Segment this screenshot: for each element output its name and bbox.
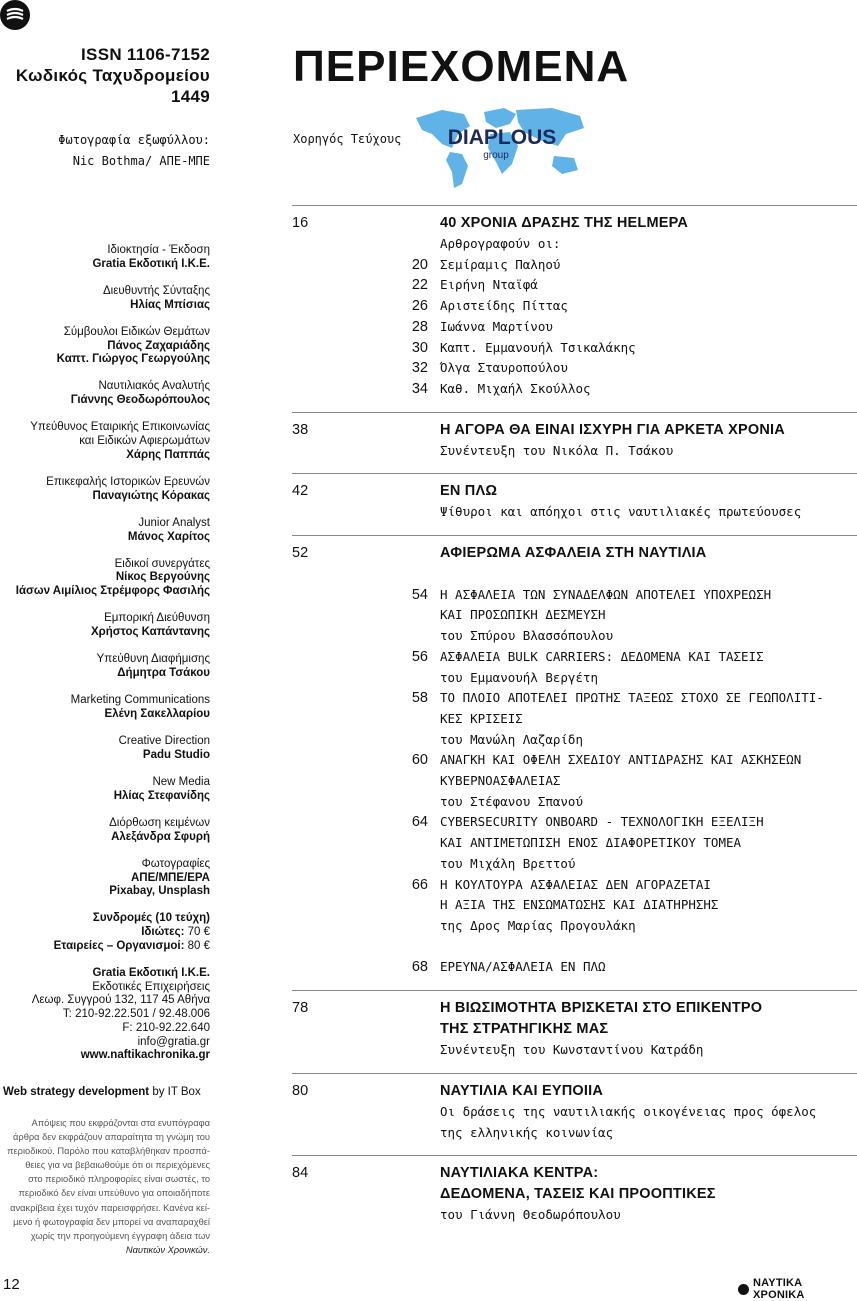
toc-entry-text: Καθ. Μιχαήλ Σκούλλος [440,380,591,396]
toc-section-body [440,998,857,1061]
toc-entry-page: 64 [411,814,428,831]
toc-entry [411,255,857,276]
masthead-role: Φωτογραφίες [141,857,210,870]
masthead-role: Υπεύθυνος Εταιρικής Επικοινωνίας [30,421,210,434]
toc-entry-text: Ιωάννα Μαρτίνου [440,318,553,334]
toc-section-body [440,1163,857,1226]
toc-section [292,473,857,535]
masthead-group [0,476,210,503]
masthead-group [0,776,210,803]
toc-entry [411,957,857,978]
toc-entry [411,647,857,668]
toc-entry [440,771,857,792]
toc-section [292,990,857,1073]
publisher-name: Gratia Εκδοτική Ι.Κ.Ε. [92,967,210,980]
toc-entry [440,1040,857,1061]
masthead-name: Gratia Εκδοτική Ι.Κ.Ε. [92,257,210,270]
brand-name: ΝΑΥΤΙΚΑ ΧΡΟΝΙΚΑ [753,1277,805,1301]
toc-entry [411,317,857,338]
toc-entry-text: Καπτ. Εμμανουήλ Τσικαλάκης [440,339,636,355]
masthead-group [0,694,210,721]
toc-entry [440,441,857,462]
issn-line: ISSN 1106-7152 [81,45,210,64]
business-price: 80 € [187,939,210,952]
cover-photo-label: Φωτογραφία εξωφύλλου: [58,133,210,147]
toc-entry-page: 20 [411,256,428,273]
toc-entry [440,792,857,813]
masthead-name: Καπτ. Γιώργος Γεωργούλης [56,353,210,366]
toc-entry-text: ΤΟ ΠΛΟΙΟ ΑΠΟΤΕΛΕΙ ΠΡΩΤΗΣ ΤΑΞΕΩΣ ΣΤΟΧΟ ΣΕ ΓΕΩΠΟΛΙΤΙ- [440,690,824,706]
sponsor-logo-subtext: group [483,150,509,161]
masthead-role: Διόρθωση κειμένων [109,816,210,829]
toc-entry-text: ΑΝΑΓΚΗ ΚΑΙ ΟΦΕΛΗ ΣΧΕΔΙΟΥ ΑΝΤΙΔΡΑΣΗΣ ΚΑΙ ΑΣΚΗΣΕΩΝ [440,752,802,768]
masthead-role: Marketing Communications [70,694,210,707]
brand-footer [738,1277,857,1301]
masthead-role: Ιδιοκτησία - Έκδοση [107,244,210,256]
toc-entry [440,937,857,958]
masthead-group [0,653,210,680]
disclaimer-line: άρθρα δεν εκφράζουν απαραίτητα τη γνώμη του [13,1132,210,1143]
toc-entry-text: του Εμμανουήλ Βεργέτη [440,669,599,685]
masthead-name: ΑΠΕ/ΜΠΕ/ΕΡΑ [130,871,210,884]
toc-entry-text: της Δρος Μαρίας Προγουλάκη [440,917,636,933]
toc-section-body [440,1081,857,1143]
toc-entry [411,296,857,317]
toc-section-page: 52 [292,545,309,562]
masthead-role: Εμπορική Διεύθυνση [104,612,210,625]
toc-entry [411,688,857,709]
sponsor-logo [412,104,592,190]
toc-entry-text: ΑΣΦΑΛΕΙΑ BULK CARRIERS: ΔΕΔΟΜΕΝΑ ΚΑΙ ΤΑΣΕΙΣ [440,648,764,664]
toc-entry [440,709,857,730]
world-map-icon [412,104,592,190]
toc-entry [440,1102,857,1123]
masthead-group [0,858,210,899]
masthead-role: Junior Analyst [138,516,210,529]
masthead-name: Ιάσων Αιμίλιος Στρέμφορς Φασιλής [15,585,210,598]
masthead-name: Αλεξάνδρα Σφυρή [111,830,210,843]
toc-entry-text: Όλγα Σταυροπούλου [440,360,568,376]
toc-entry [440,854,857,875]
cover-photo-credit [58,130,210,172]
toc-entry-page: 28 [411,318,428,335]
disclaimer-line: χωρίς την προηγούμενη έγγραφη άδεια των [30,1230,210,1241]
masthead-role: Σύμβουλοι Ειδικών Θεμάτων [63,325,210,338]
toc-entry-text: Συνέντευξη του Κωνσταντίνου Κατράδη [440,1042,704,1058]
disclaimer-line: Απόψεις που εκφράζονται στα ενυπόγραφα [31,1118,210,1128]
masthead-role: Επικεφαλής Ιστορικών Ερευνών [46,475,210,488]
publisher-info [0,967,210,1063]
toc-entry [411,875,857,896]
masthead-name: Πάνος Ζαχαριάδης [107,339,210,352]
masthead-role: Διευθυντής Σύνταξης [102,284,210,297]
subscriptions-title: Συνδρομές (10 τεύχη) [92,912,210,925]
web-strategy-label: Web strategy development [3,1086,150,1098]
toc-entry-text: Η ΑΞΙΑ ΤΗΣ ΕΝΣΩΜΑΤΩΣΗΣ ΚΑΙ ΔΙΑΤΗΡΗΣΗΣ [440,897,719,913]
toc-entry-page: 26 [411,298,428,315]
toc-entry [411,275,857,296]
brand-logo-icon [738,1284,749,1295]
toc-entry [440,564,857,585]
publication-logo-icon [0,0,30,30]
private-label: Ιδιώτες: [141,926,185,939]
masthead-role: Ειδικοί συνεργάτες [114,557,210,570]
toc-entry-text: του Γιάννη Θεοδωρόπουλου [440,1207,621,1223]
web-strategy-credit [3,1086,201,1098]
toc-entry [411,338,857,359]
business-label: Εταιρείες – Οργανισμοί: [53,939,185,952]
toc-section-page: 42 [292,483,309,500]
toc-entry [440,1123,857,1144]
business-price-row [0,940,210,954]
disclaimer-line: περιοδικό δεν είναι υπεύθυνο για οποιαδήποτε [18,1188,210,1199]
toc-entry-text: του Σπύρου Βλασσόπουλου [440,628,614,644]
publisher-line: Εκδοτικές Επιχειρήσεις [92,980,210,993]
toc-section-body [440,420,857,462]
toc-section-page: 16 [292,215,309,231]
masthead-group [0,326,210,367]
masthead-name: Δήμητρα Τσάκου [117,666,210,679]
publisher-line: info@gratia.gr [137,1035,210,1048]
masthead-name: Νίκος Βεργούνης [115,571,210,584]
toc-entry [440,502,857,523]
toc-entry-text: ΕΡΕΥΝΑ/ΑΣΦΑΛΕΙΑ ΕΝ ΠΛΩ [440,959,606,975]
toc-entry-text: του Στέφανου Σπανού [440,793,583,809]
toc-section [292,205,857,412]
postal-code-label: Κωδικός Ταχυδρομείου [15,66,210,85]
masthead-group [0,380,210,407]
masthead-group [0,735,210,762]
publisher-line: F: 210-92.22.640 [122,1021,210,1034]
toc-entry-text: ΚΑΙ ΑΝΤΙΜΕΤΩΠΙΣΗ ΕΝΟΣ ΔΙΑΦΟΡΕΤΙΚΟΥ ΤΟΜΕΑ [440,835,742,851]
issn-block [16,44,210,107]
toc-entry [440,916,857,937]
toc-entry-text: Οι δράσεις της ναυτιλιακής οικογένειας προς όφελος [440,1103,817,1119]
disclaimer-line: θειες για να βεβαιωθούμε ότι οι περιεχόμενες [25,1160,210,1171]
masthead-group [0,285,210,312]
toc-entry [440,730,857,751]
toc-entry-text: της ελληνικής κοινωνίας [440,1124,614,1140]
subscriptions [0,912,210,953]
masthead-name: Χάρης Παππάς [126,448,210,461]
toc-section-title[interactable]: ΔΕΔΟΜΕΝΑ, ΤΑΣΕΙΣ ΚΑΙ ΠΡΟΟΠΤΙΚΕΣ [440,1186,716,1203]
toc-section-title[interactable]: ΕΝ ΠΛΩ [440,483,498,500]
toc-entry-text: Σεμίραμις Παληού [440,256,561,272]
toc-entry-text: Ειρήνη Νταϊφά [440,277,538,293]
toc-section-title[interactable]: ΝΑΥΤΙΛΙΑ ΚΑΙ ΕΥΠΟΙΙΑ [440,1082,604,1099]
toc-entry [440,234,857,255]
masthead-name: Ηλίας Μπίσιας [130,298,210,311]
toc-entry [411,585,857,606]
toc-entry-text: Η ΑΣΦΑΛΕΙΑ ΤΩΝ ΣΥΝΑΔΕΛΦΩΝ ΑΠΟΤΕΛΕΙ ΥΠΟΧΡΕΩΣΗ [440,586,772,602]
masthead-group [0,517,210,544]
toc-entry [440,1205,857,1226]
masthead-name: Παναγιώτης Κόρακας [92,489,210,502]
toc-entry-page: 60 [411,752,428,769]
toc-entry [411,358,857,379]
sponsor-label: Χορηγός Τεύχους [293,132,402,146]
toc-entry-text: CYBERSECURITY ONBOARD - ΤΕΧΝΟΛΟΓΙΚΗ ΕΞΕΛΙΞΗ [440,814,764,830]
masthead-role: Creative Direction [118,735,210,748]
page-number: 12 [3,1276,20,1293]
masthead-name: Ηλίας Στεφανίδης [113,789,210,802]
toc-entry [411,812,857,833]
disclaimer-line: στο περιοδικό πληροφορίες είναι σωστές, το [28,1174,210,1185]
postal-code-value: 1449 [170,87,210,106]
toc-entry-page: 34 [411,380,428,397]
toc-entry [411,379,857,400]
toc-entry [440,626,857,647]
masthead-group [0,817,210,844]
toc-entry-page: 32 [411,360,428,377]
toc-entry-page: 56 [411,648,428,665]
toc-entry-page: 66 [411,876,428,893]
disclaimer [0,1116,210,1257]
toc-section-page: 38 [292,421,309,438]
toc-entry-text: ΚΥΒΕΡΝΟΑΣΦΑΛΕΙΑΣ [440,773,561,789]
toc-entry [440,895,857,916]
toc-entry [440,668,857,689]
toc-entry-page: 30 [411,339,428,356]
toc-section-title[interactable]: ΑΦΙΕΡΩΜΑ ΑΣΦΑΛΕΙΑ ΣΤΗ ΝΑΥΤΙΛΙΑ [440,545,707,562]
toc-entry [411,750,857,771]
toc-section-title[interactable]: ΝΑΥΤΙΛΙΑΚΑ ΚΕΝΤΡΑ: [440,1165,599,1182]
toc-section-title[interactable]: Η ΑΓΟΡΑ ΘΑ ΕΙΝΑΙ ΙΣΧΥΡΗ ΓΙΑ ΑΡΚΕΤΑ ΧΡΟΝΙΑ [440,421,785,438]
toc-entry-text: Αρθρογραφούν οι: [440,236,561,251]
masthead-group [0,244,210,271]
toc-section-body [440,481,857,523]
disclaimer-line: ανακρίβεια έχει τυχόν παρεισφρήσει. Κανένα κεί- [10,1202,210,1213]
disclaimer-publication-name: Ναυτικών Χρονικών. [125,1244,210,1255]
toc-entry-page: 54 [411,586,428,603]
toc-section-body [411,543,857,978]
masthead-name: Γιάννης Θεοδωρόπουλος [70,394,210,407]
toc-section-page: 80 [292,1082,309,1099]
toc-entry-page: 58 [411,690,428,707]
toc-entry [440,833,857,854]
toc-entry-page: 68 [411,959,428,976]
private-price: 70 € [187,926,210,939]
toc-entry-text: Αριστείδης Πίττας [440,298,568,314]
toc-entry-page: 22 [411,277,428,294]
sponsor-logo-text: DIAPLOUS [447,126,557,149]
masthead-group [0,421,210,462]
table-of-contents [292,205,857,1238]
publisher-line: Τ: 210-92.22.501 / 92.48.006 [62,1008,210,1021]
masthead-role: και Ειδικών Αφιερωμάτων [79,435,210,448]
disclaimer-line: περιοδικού. Παρόλο που καταβλήθηκαν προσπά- [7,1146,210,1157]
toc-entry-text: ΚΕΣ ΚΡΙΣΕΙΣ [440,710,523,726]
toc-section-title[interactable]: 40 ΧΡΟΝΙΑ ΔΡΑΣΗΣ ΤΗΣ HELMEPA [440,215,689,231]
page-title: ΠΕΡΙΕΧΟΜΕΝΑ [293,42,630,91]
publisher-website[interactable]: www.naftikachronika.gr [80,1049,210,1062]
toc-entry-text: Ψίθυροι και απόηχοι στις ναυτιλιακές πρωτεύουσες [440,504,802,520]
masthead-role: New Media [152,775,210,788]
toc-section-title[interactable]: ΤΗΣ ΣΤΡΑΤΗΓΙΚΗΣ ΜΑΣ [440,1021,609,1038]
toc-entry-text: ΚΑΙ ΠΡΟΣΩΠΙΚΗ ΔΕΣΜΕΥΣΗ [440,607,606,623]
toc-section [292,535,857,990]
private-price-row [0,926,210,940]
toc-section [292,1155,857,1238]
toc-entry-text: Η ΚΟΥΛΤΟΥΡΑ ΑΣΦΑΛΕΙΑΣ ΔΕΝ ΑΓΟΡΑΖΕΤΑΙ [440,876,711,892]
disclaimer-line [0,1243,210,1257]
masthead-group [0,612,210,639]
toc-section-body [411,213,857,400]
masthead-role: Υπεύθυνη Διαφήμισης [96,653,210,666]
toc-entry-text: Συνέντευξη του Νικόλα Π. Τσάκου [440,442,674,458]
toc-entry [440,605,857,626]
masthead-role: Ναυτιλιακός Αναλυτής [98,380,210,393]
disclaimer-line: μενο ή φωτογραφία δεν μπορεί να αναπαραχθεί [13,1216,210,1227]
toc-section [292,1073,857,1155]
web-strategy-provider: by IT Box [149,1086,201,1098]
publisher-line: Λεωφ. Συγγρού 132, 117 45 Αθήνα [31,994,210,1007]
masthead-name: Padu Studio [142,748,210,761]
toc-entry-text: του Μανώλη Λαζαρίδη [440,731,583,747]
toc-entry-text: του Μιχάλη Βρεττού [440,855,576,871]
toc-section-page: 84 [292,1165,309,1182]
masthead-name: Pixabay, Unsplash [109,885,210,898]
masthead-name: Ελένη Σακελλαρίου [104,707,210,720]
masthead [0,244,210,1076]
cover-photo-source: Nic Bothma/ ΑΠΕ-ΜΠΕ [72,154,210,168]
masthead-name: Μάνος Χαρίτος [127,530,210,543]
toc-section [292,412,857,474]
toc-section-page: 78 [292,1000,309,1017]
toc-section-title[interactable]: Η ΒΙΩΣΙΜΟΤΗΤΑ ΒΡΙΣΚΕΤΑΙ ΣΤΟ ΕΠΙΚΕΝΤΡΟ [440,1000,763,1017]
masthead-group [0,558,210,599]
masthead-name: Χρήστος Καπάντανης [90,626,210,639]
